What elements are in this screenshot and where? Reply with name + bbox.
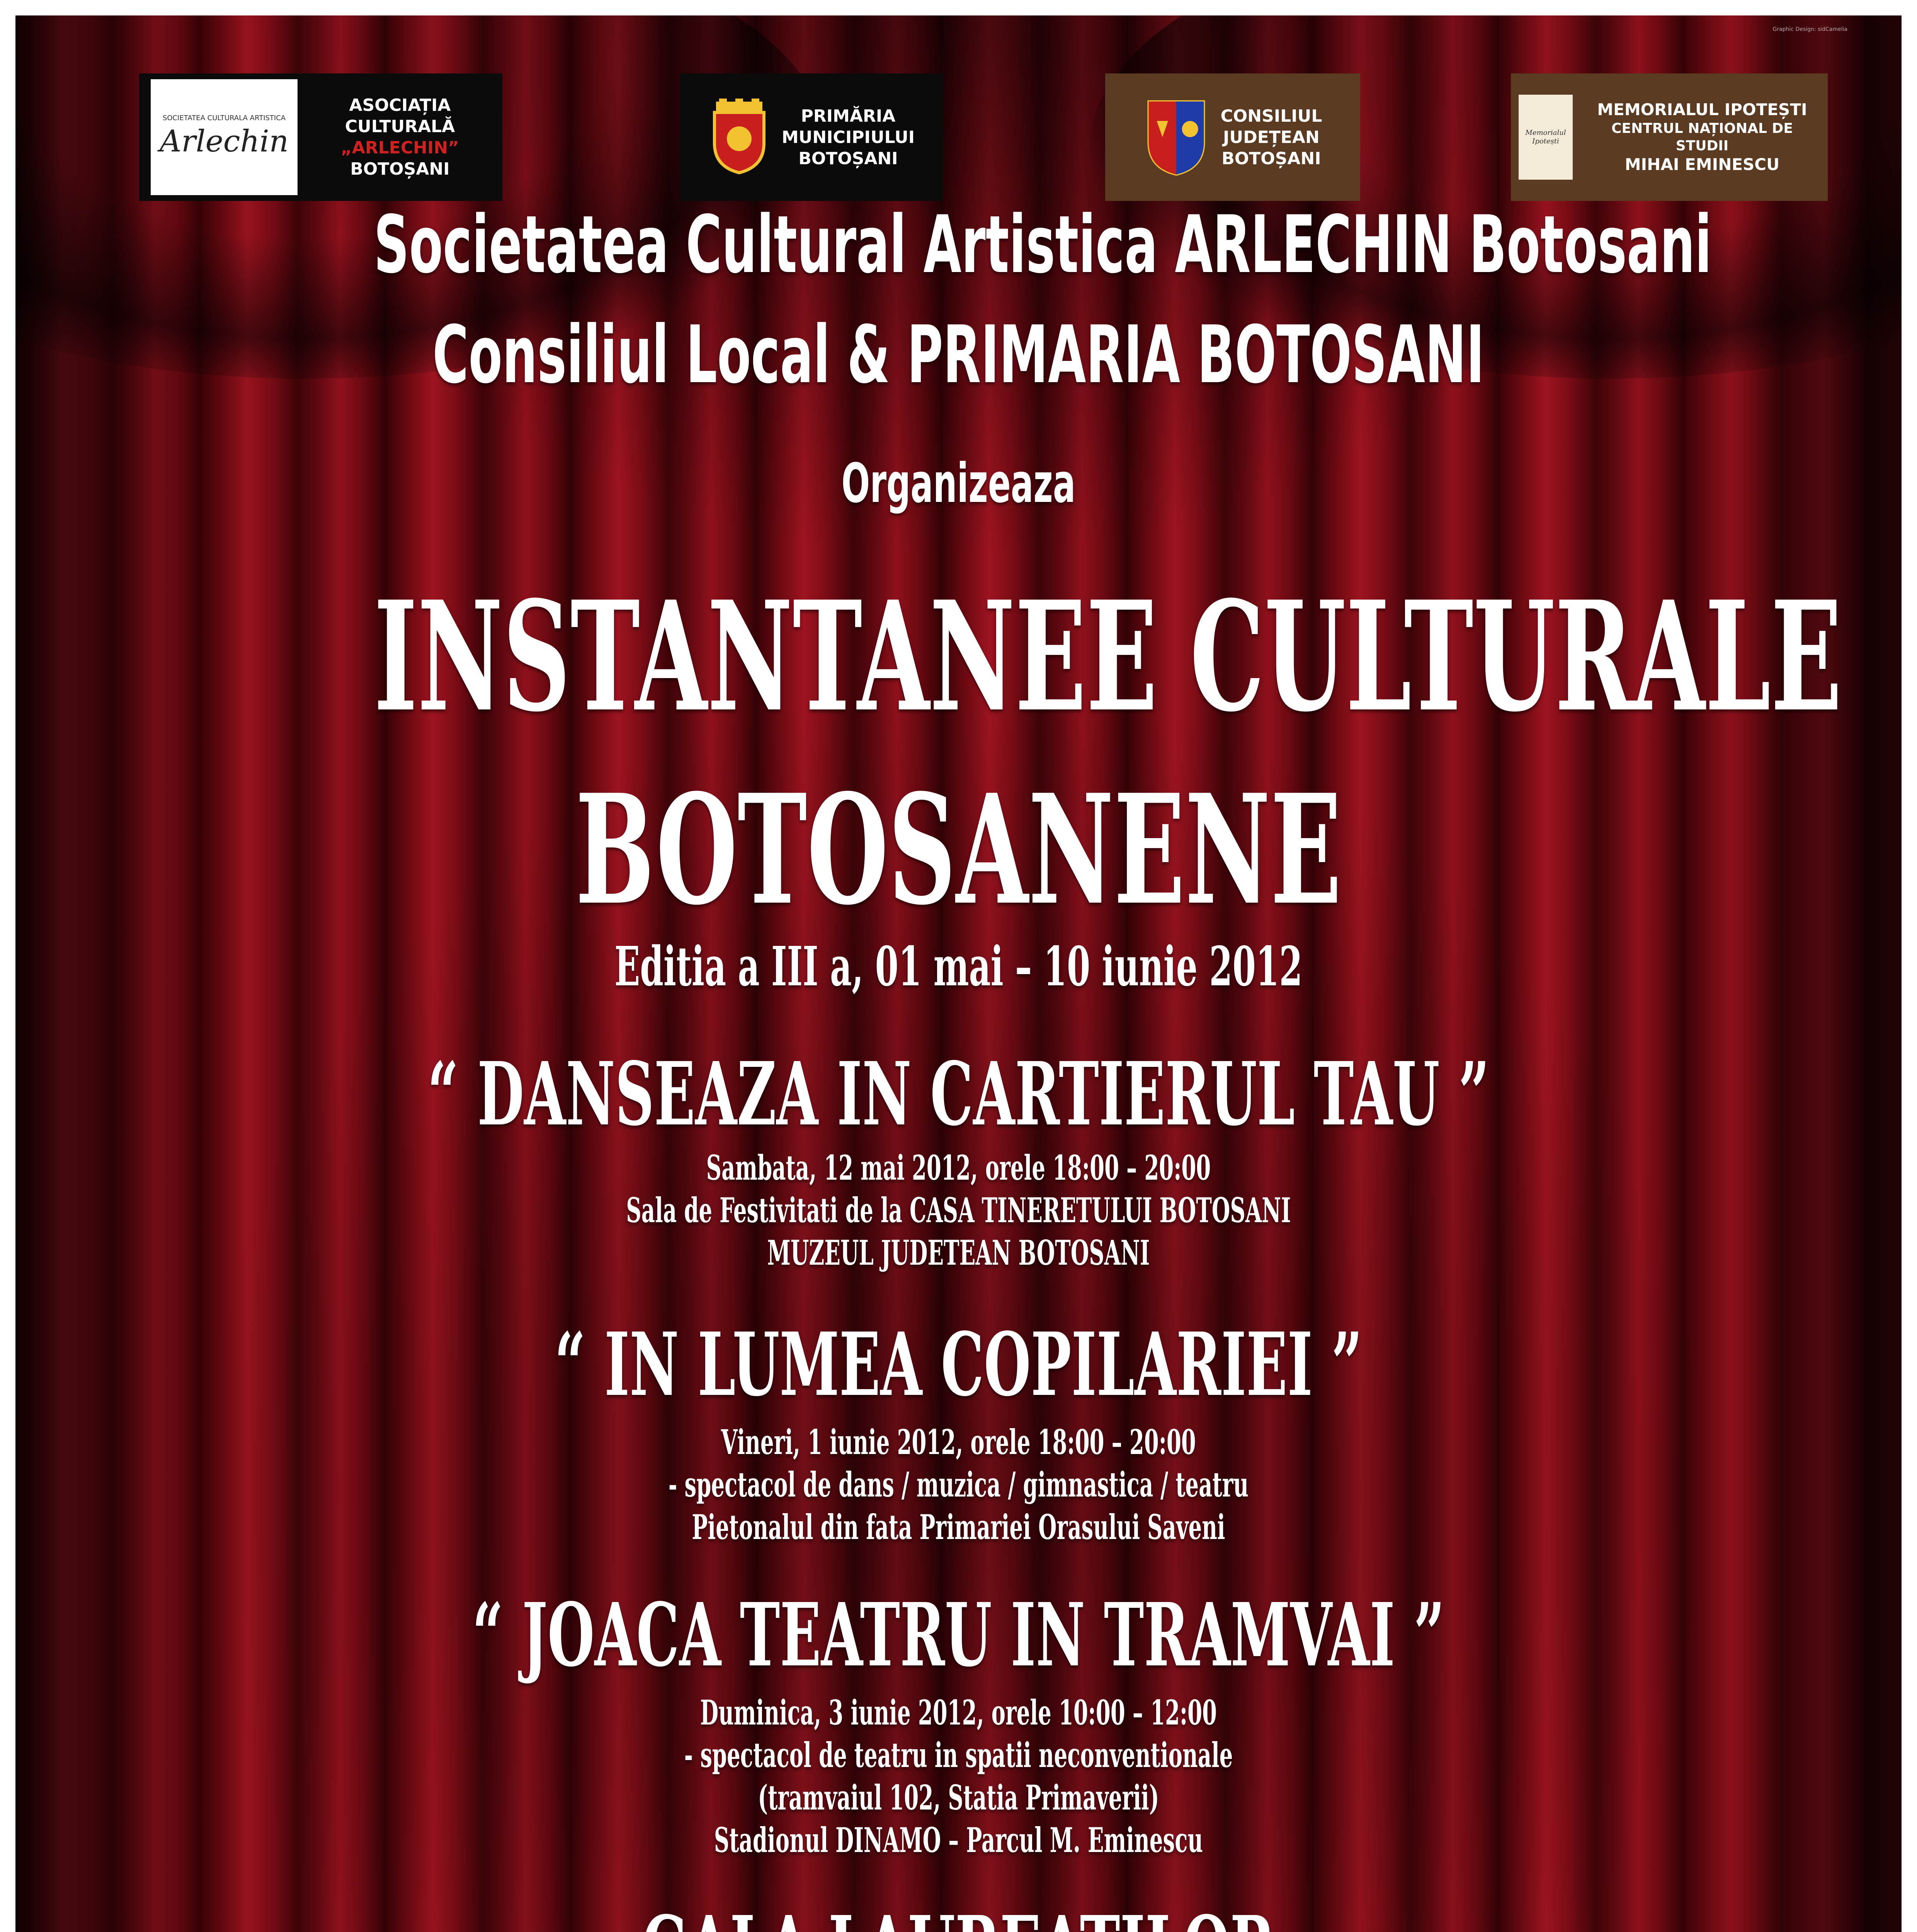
consiliu-line2: JUDEȚEAN: [1221, 127, 1322, 148]
consiliu-line3: BOTOȘANI: [1221, 148, 1322, 169]
memorial-line2: CENTRUL NAȚIONAL DE STUDII: [1584, 120, 1820, 155]
consiliu-line1: CONSILIUL: [1221, 105, 1322, 127]
design-credit: Graphic Design: sidCamelia: [1772, 26, 1847, 32]
organizer-line1: Societatea Cultural Artistica ARLECHIN Botosani: [374, 199, 1543, 291]
event-tramvai-location-note: (tramvaiul 102, Statia Primaverii): [374, 1777, 1543, 1818]
organizeaza-label: Organizeaza: [374, 452, 1543, 515]
event-tramvai-venue: Stadionul DINAMO – Parcul M. Eminescu: [374, 1820, 1543, 1860]
memorial-line3: MIHAI EMINESCU: [1584, 155, 1820, 175]
memorial-emblem-text: Memorialul Ipotești: [1519, 129, 1573, 146]
primaria-line1: PRIMĂRIA: [782, 105, 915, 127]
event-tramvai-description: - spectacol de teatru in spatii neconventionale: [374, 1735, 1543, 1775]
arlechin-emblem-small: SOCIETATEA CULTURALA ARTISTICA: [163, 114, 286, 123]
event-copilariei-venue: Pietonalul din fata Primariei Orasului Saveni: [374, 1507, 1543, 1547]
festival-title-line2: BOTOSANENE: [374, 761, 1543, 938]
event-danseaza-venue2: MUZEUL JUDETEAN BOTOSANI: [374, 1233, 1543, 1273]
event-title-copilariei: “ IN LUMEA COPILARIEI ”: [374, 1314, 1543, 1416]
primaria-line2: MUNICIPIULUI: [782, 127, 915, 148]
event-title-tramvai: “ JOACA TEATRU IN TRAMVAI ”: [374, 1584, 1543, 1686]
arlechin-line3: BOTOȘANI: [309, 158, 491, 180]
event-tramvai-date: Duminica, 3 iunie 2012, orele 10:00 – 12:00: [374, 1692, 1543, 1733]
event-danseaza-venue: Sala de Festivitati de la CASA TINERETULUI BOTOSANI: [374, 1190, 1543, 1230]
memorial-line1: MEMORIALUL IPOTEȘTI: [1584, 100, 1820, 120]
primaria-line3: BOTOȘANI: [782, 148, 915, 169]
event-copilariei-description: - spectacol de dans / muzica / gimnastica / teatru: [374, 1464, 1543, 1505]
festival-title-line1: INSTANTANEE CULTURALE: [374, 568, 1543, 745]
arlechin-emblem-name: Arlechin: [160, 123, 289, 161]
arlechin-line1: ASOCIAȚIA CULTURALĂ: [309, 95, 491, 137]
event-copilariei-date: Vineri, 1 iunie 2012, orele 18:00 – 20:00: [374, 1422, 1543, 1462]
festival-edition: Editia a III a, 01 mai – 10 iunie 2012: [374, 935, 1543, 998]
arlechin-line2: „ARLECHIN”: [309, 137, 491, 158]
organizer-line2: Consiliul Local & PRIMARIA BOTOSANI: [374, 309, 1543, 401]
event-title-danseaza: “ DANSEAZA IN CARTIERUL TAU ”: [374, 1043, 1543, 1145]
event-danseaza-date: Sambata, 12 mai 2012, orele 18:00 – 20:00: [374, 1148, 1543, 1188]
